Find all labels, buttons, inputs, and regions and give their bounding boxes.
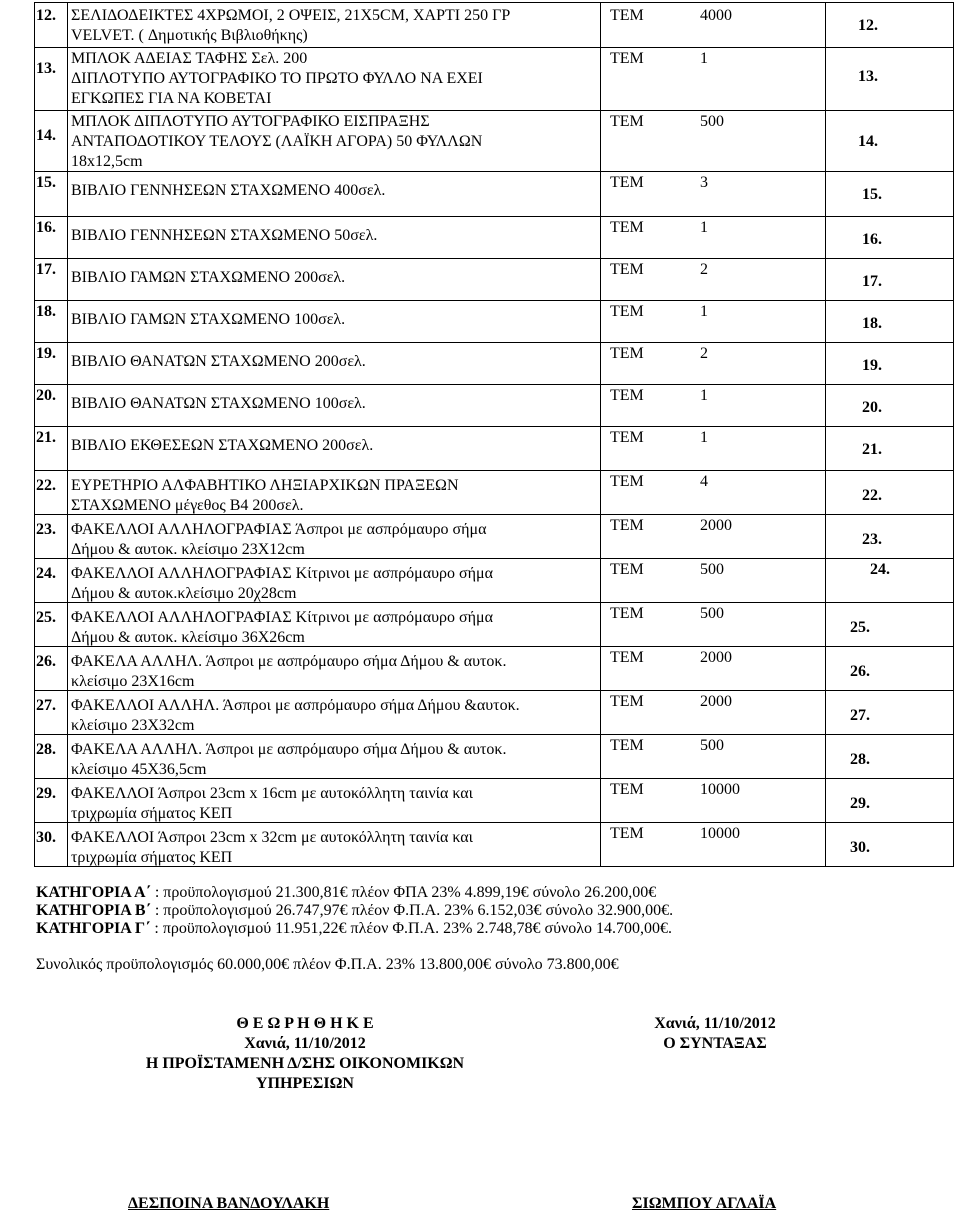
item-unit: ΤΕΜ — [610, 345, 644, 362]
approver-title-line-2: ΥΠΗΡΕΣΙΩΝ — [256, 1075, 354, 1092]
item-number: 19. — [36, 345, 56, 362]
table-row — [0, 778, 960, 822]
description-line: ΕΓΚΩΠΕΣ ΓΙΑ ΝΑ ΚΟΒΕΤΑΙ — [71, 90, 272, 107]
item-number: 20. — [36, 387, 56, 404]
item-quantity: 4000 — [700, 7, 732, 24]
approver-name: ΔΕΣΠΟΙΝΑ ΒΑΝΔΟΥΛΑΚΗ — [128, 1195, 330, 1212]
item-description — [71, 564, 596, 604]
item-description — [71, 268, 596, 288]
category-b-line — [36, 902, 673, 920]
total-budget-line: Συνολικός προϋπολογισμός 60.000,00€ πλέον Φ.Π.Α. 23% 13.800,00€ σύνολο 73.800,00€ — [36, 956, 619, 973]
description-line: ΜΠΛΟΚ ΔΙΠΛΟΤΥΠΟ ΑΥΤΟΓΡΑΦΙΚΟ ΕΙΣΠΡΑΞΗΣ — [71, 113, 430, 130]
author-block — [600, 1014, 830, 1054]
table-row — [0, 646, 960, 690]
table-row — [0, 216, 960, 258]
item-quantity: 2 — [700, 261, 708, 278]
category-b-text: : προϋπολογισμού 26.747,97€ πλέον Φ.Π.Α. 23% 6.152,03€ σύνολο 32.900,00€. — [154, 902, 674, 919]
item-number-right: 23. — [862, 531, 882, 548]
description-line: Δήμου & αυτοκ. κλείσιμο 23Χ12cm — [71, 541, 305, 558]
item-unit: ΤΕΜ — [610, 561, 644, 578]
table-row — [0, 690, 960, 734]
item-number-right: 21. — [862, 441, 882, 458]
item-number: 14. — [36, 127, 56, 144]
table-row — [0, 514, 960, 558]
description-line: ΒΙΒΛΙΟ ΓΑΜΩΝ ΣΤΑΧΩΜΕΝΟ 100σελ. — [71, 311, 346, 328]
budget-summary — [36, 884, 673, 974]
approval-date: Χανιά, 11/10/2012 — [244, 1035, 366, 1052]
item-number: 21. — [36, 429, 56, 446]
category-c-line — [36, 920, 673, 938]
description-line: ΒΙΒΛΙΟ ΘΑΝΑΤΩΝ ΣΤΑΧΩΜΕΝΟ 200σελ. — [71, 353, 366, 370]
item-description — [71, 608, 596, 648]
item-quantity: 1 — [700, 429, 708, 446]
item-number: 16. — [36, 219, 56, 236]
item-number-right: 20. — [862, 399, 882, 416]
item-quantity: 1 — [700, 387, 708, 404]
item-description — [71, 49, 596, 109]
table-row — [0, 110, 960, 171]
item-description — [71, 828, 596, 868]
table-row — [0, 558, 960, 602]
category-c-text: : προϋπολογισμού 11.951,22€ πλέον Φ.Π.Α. 23% 2.748,78€ σύνολο 14.700,00€. — [154, 920, 673, 937]
item-unit: ΤΕΜ — [610, 649, 644, 666]
description-line: ΜΠΛΟΚ ΑΔΕΙΑΣ ΤΑΦΗΣ Σελ. 200 — [71, 50, 308, 67]
description-line: ΦΑΚΕΛΛΟΙ ΑΛΛΗΛΟΓΡΑΦΙΑΣ Κίτρινοι με ασπρόμαυρο σήμα — [71, 609, 493, 626]
item-number-right: 15. — [862, 186, 882, 203]
item-unit: ΤΕΜ — [610, 7, 644, 24]
description-line: τριχρωμία σήματος ΚΕΠ — [71, 849, 233, 866]
description-line: ΦΑΚΕΛΑ ΑΛΛΗΛ. Άσπροι με ασπρόμαυρο σήμα Δήμου & αυτοκ. — [71, 653, 507, 670]
item-unit: ΤΕΜ — [610, 737, 644, 754]
table-row — [0, 426, 960, 470]
item-number: 24. — [36, 565, 56, 582]
item-quantity: 2000 — [700, 517, 732, 534]
item-unit: ΤΕΜ — [610, 113, 644, 130]
item-unit: ΤΕΜ — [610, 50, 644, 67]
item-number-right: 22. — [862, 487, 882, 504]
item-unit: ΤΕΜ — [610, 429, 644, 446]
item-quantity: 500 — [700, 561, 724, 578]
item-number-right: 27. — [850, 707, 870, 724]
item-description — [71, 740, 596, 780]
item-number: 26. — [36, 653, 56, 670]
description-line: ΒΙΒΛΙΟ ΕΚΘΕΣΕΩΝ ΣΤΑΧΩΜΕΝΟ 200σελ. — [71, 437, 374, 454]
table-row — [0, 47, 960, 110]
category-a-line — [36, 884, 673, 902]
item-quantity: 500 — [700, 113, 724, 130]
item-number: 27. — [36, 697, 56, 714]
item-description — [71, 310, 596, 330]
description-line: ΣΕΛΙΔΟΔΕΙΚΤΕΣ 4ΧΡΩΜΟΙ, 2 ΟΨΕΙΣ, 21Χ5CM, ΧΑΡΤΙ 250 ΓΡ — [71, 7, 511, 24]
item-quantity: 10000 — [700, 781, 740, 798]
table-row — [0, 171, 960, 216]
item-unit: ΤΕΜ — [610, 219, 644, 236]
item-unit: ΤΕΜ — [610, 825, 644, 842]
item-description — [71, 112, 596, 172]
item-unit: ΤΕΜ — [610, 605, 644, 622]
description-line: ΦΑΚΕΛΑ ΑΛΛΗΛ. Άσπροι με ασπρόμαυρο σήμα Δήμου & αυτοκ. — [71, 741, 507, 758]
item-unit: ΤΕΜ — [610, 473, 644, 490]
author-date: Χανιά, 11/10/2012 — [654, 1015, 776, 1032]
category-b-label: ΚΑΤΗΓΟΡΙΑ Β΄ — [36, 902, 151, 919]
description-line: κλείσιμο 23Χ32cm — [71, 717, 195, 734]
item-number-right: 13. — [858, 68, 878, 85]
table-row — [0, 602, 960, 646]
item-description — [71, 394, 596, 414]
item-number-right: 25. — [850, 619, 870, 636]
table-row — [0, 4, 960, 47]
item-description — [71, 476, 596, 516]
item-number-right: 14. — [858, 133, 878, 150]
description-line: ΒΙΒΛΙΟ ΓΕΝΝΗΣΕΩΝ ΣΤΑΧΩΜΕΝΟ 400σελ. — [71, 182, 386, 199]
description-line: ΣΤΑΧΩΜΕΝΟ μέγεθος Β4 200σελ. — [71, 497, 304, 514]
author-title: Ο ΣΥΝΤΑΞΑΣ — [663, 1035, 767, 1052]
item-number-right: 26. — [850, 663, 870, 680]
item-number-right: 18. — [862, 315, 882, 332]
item-quantity: 3 — [700, 174, 708, 191]
description-line: ΕΥΡΕΤΗΡΙΟ ΑΛΦΑΒΗΤΙΚΟ ΛΗΞΙΑΡΧΙΚΩΝ ΠΡΑΞΕΩΝ — [71, 477, 459, 494]
item-unit: ΤΕΜ — [610, 303, 644, 320]
item-number: 25. — [36, 609, 56, 626]
item-description — [71, 652, 596, 692]
item-unit: ΤΕΜ — [610, 387, 644, 404]
table-row — [0, 822, 960, 866]
item-unit: ΤΕΜ — [610, 517, 644, 534]
item-quantity: 4 — [700, 473, 708, 490]
table-row — [0, 384, 960, 426]
item-number: 12. — [36, 7, 56, 24]
item-number-right: 17. — [862, 273, 882, 290]
item-quantity: 1 — [700, 303, 708, 320]
item-quantity: 500 — [700, 605, 724, 622]
table-row — [0, 470, 960, 514]
item-number-right: 24. — [870, 561, 890, 578]
description-line: VELVET. ( Δημοτικής Βιβλιοθήκης) — [71, 27, 308, 44]
item-quantity: 10000 — [700, 825, 740, 842]
item-description — [71, 226, 596, 246]
item-number-right: 16. — [862, 231, 882, 248]
item-unit: ΤΕΜ — [610, 174, 644, 191]
item-description — [71, 6, 596, 46]
description-line: ΦΑΚΕΛΛΟΙ Άσπροι 23cm x 16cm με αυτοκόλλητη ταινία και — [71, 785, 473, 802]
item-quantity: 500 — [700, 737, 724, 754]
description-line: ΦΑΚΕΛΛΟΙ ΑΛΛΗΛΟΓΡΑΦΙΑΣ Άσπροι με ασπρόμαυρο σήμα — [71, 521, 487, 538]
item-number: 22. — [36, 477, 56, 494]
item-quantity: 2 — [700, 345, 708, 362]
description-line: ΒΙΒΛΙΟ ΓΑΜΩΝ ΣΤΑΧΩΜΕΝΟ 200σελ. — [71, 269, 346, 286]
item-number: 29. — [36, 785, 56, 802]
item-number-right: 30. — [850, 839, 870, 856]
description-line: κλείσιμο 45Χ36,5cm — [71, 761, 207, 778]
item-number-right: 29. — [850, 795, 870, 812]
item-quantity: 1 — [700, 219, 708, 236]
category-c-label: ΚΑΤΗΓΟΡΙΑ Γ΄ — [36, 920, 151, 937]
table-row — [0, 342, 960, 384]
description-line: ΑΝΤΑΠΟΔΟΤΙΚΟΥ ΤΕΛΟΥΣ (ΛΑΪΚΗ ΑΓΟΡΑ) 50 ΦΥΛΛΩΝ — [71, 133, 483, 150]
description-line: 18x12,5cm — [71, 153, 143, 170]
item-quantity: 2000 — [700, 649, 732, 666]
item-number: 23. — [36, 521, 56, 538]
category-a-text: : προϋπολογισμού 21.300,81€ πλέον ΦΠΑ 23% 4.899,19€ σύνολο 26.200,00€ — [154, 884, 657, 901]
item-number-right: 28. — [850, 751, 870, 768]
table-row — [0, 734, 960, 778]
item-unit: ΤΕΜ — [610, 781, 644, 798]
item-unit: ΤΕΜ — [610, 693, 644, 710]
item-unit: ΤΕΜ — [610, 261, 644, 278]
category-a-label: ΚΑΤΗΓΟΡΙΑ Α΄ — [36, 884, 151, 901]
approved-heading: Θ Ε Ω Ρ Η Θ Η Κ Ε — [236, 1015, 374, 1032]
item-quantity: 2000 — [700, 693, 732, 710]
item-number: 15. — [36, 174, 56, 191]
description-line: ΦΑΚΕΛΛΟΙ Άσπροι 23cm x 32cm με αυτοκόλλητη ταινία και — [71, 829, 473, 846]
table-row — [0, 300, 960, 342]
description-line: ΔΙΠΛΟΤΥΠΟ ΑΥΤΟΓΡΑΦΙΚΟ ΤΟ ΠΡΩΤΟ ΦΥΛΛΟ ΝΑ ΕΧΕΙ — [71, 70, 483, 87]
item-description — [71, 784, 596, 824]
description-line: ΦΑΚΕΛΛΟΙ ΑΛΛΗΛΟΓΡΑΦΙΑΣ Κίτρινοι με ασπρόμαυρο σήμα — [71, 565, 493, 582]
item-description — [71, 436, 596, 456]
description-line: τριχρωμία σήματος ΚΕΠ — [71, 805, 233, 822]
description-line: κλείσιμο 23Χ16cm — [71, 673, 195, 690]
description-line: Δήμου & αυτοκ. κλείσιμο 36Χ26cm — [71, 629, 305, 646]
item-number: 17. — [36, 261, 56, 278]
author-name: ΣΙΩΜΠΟΥ ΑΓΛΑΪΑ — [632, 1195, 777, 1212]
description-line: ΦΑΚΕΛΛΟΙ ΑΛΛΗΛ. Άσπροι με ασπρόμαυρο σήμα Δήμου &αυτοκ. — [71, 697, 520, 714]
description-line: ΒΙΒΛΙΟ ΘΑΝΑΤΩΝ ΣΤΑΧΩΜΕΝΟ 100σελ. — [71, 395, 366, 412]
description-line: Δήμου & αυτοκ.κλείσιμο 20χ28cm — [71, 585, 297, 602]
description-line: ΒΙΒΛΙΟ ΓΕΝΝΗΣΕΩΝ ΣΤΑΧΩΜΕΝΟ 50σελ. — [71, 227, 378, 244]
item-number: 30. — [36, 829, 56, 846]
item-number-right: 12. — [858, 17, 878, 34]
table-rule — [34, 2, 954, 3]
approver-title-line-1: Η ΠΡΟΪΣΤΑΜΕΝΗ Δ/ΣΗΣ ΟΙΚΟΝΟΜΙΚΩΝ — [145, 1055, 465, 1072]
approval-block — [120, 1014, 490, 1094]
item-number-right: 19. — [862, 357, 882, 374]
table-row — [0, 258, 960, 300]
item-number: 13. — [36, 60, 56, 77]
item-number: 28. — [36, 741, 56, 758]
item-description — [71, 181, 596, 201]
item-description — [71, 352, 596, 372]
item-quantity: 1 — [700, 50, 708, 67]
item-description — [71, 520, 596, 560]
item-number: 18. — [36, 303, 56, 320]
item-description — [71, 696, 596, 736]
